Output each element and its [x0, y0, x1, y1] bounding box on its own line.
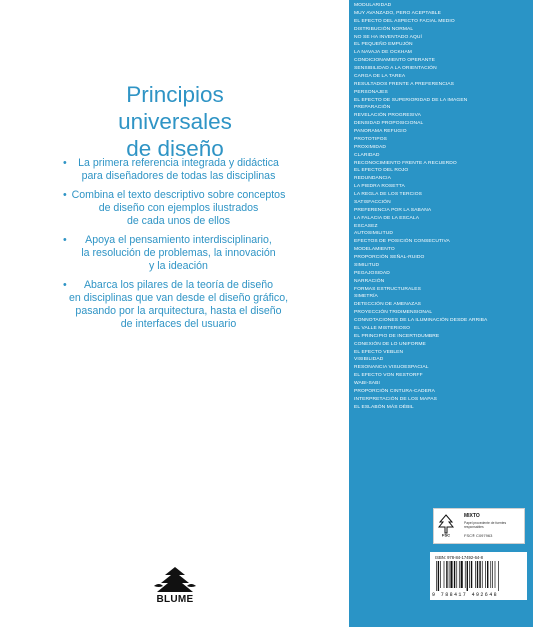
principles-panel [349, 0, 533, 627]
title-line: de diseño [126, 136, 224, 162]
principle-item: DETECCIÓN DE AMENAZAS [354, 302, 422, 308]
principle-item: CONNOTACIONES DE LA ILUMINACIÓN DESDE ARRIBA [354, 318, 488, 323]
principle-item: AUTOSIMILITUD [354, 231, 393, 237]
book-title [40, 81, 310, 162]
principle-item: REDUNDANCIA [354, 176, 391, 182]
principle-item: EL VALLE MISTERIOSO [354, 325, 410, 331]
barcode-bar [477, 561, 478, 588]
principles-list [354, 2, 529, 412]
barcode-box [430, 552, 527, 600]
bullet-line: de interfaces del usuario [120, 318, 237, 330]
fsc-code: FSC® C097963 [464, 533, 493, 538]
barcode-bar [438, 561, 439, 591]
principle-item: DISTRIBUCIÓN NORMAL [354, 26, 414, 32]
barcode-bar [492, 561, 493, 588]
feature-bullet [63, 234, 291, 273]
title-line: Principios [126, 82, 224, 108]
barcode-icon [435, 561, 523, 591]
barcode-bar [449, 561, 450, 588]
principle-item: EFECTOS DE POSICIÓN CONSECUTIVA [354, 239, 450, 245]
bullet-line: Abarca los pilares de la teoría de diseño [83, 279, 274, 291]
bullet-line: pasando por la arquitectura, hasta el diseño [75, 305, 282, 317]
bullet-line: de cada unos de ellos [126, 215, 231, 227]
publisher-name: BLUME [156, 594, 194, 605]
bullet-line: para diseñadores de todas las disciplinas [81, 170, 276, 182]
principle-item: MODULARIDAD [354, 3, 392, 8]
bullet-dot: • [63, 157, 67, 169]
principle-item: PERSONAJES [354, 89, 388, 95]
bullet-line: en disciplinas que van desde el diseño gráfico, [68, 292, 289, 304]
barcode-bar [444, 561, 445, 588]
principle-item: LA PIEDRA ROSETTA [354, 184, 405, 190]
principle-item: MODELAMIENTO [354, 247, 395, 253]
principle-item: SIMILITUD [354, 262, 380, 268]
fsc-text: Papel procedente de fuentes responsables [464, 521, 507, 529]
barcode-bar [498, 561, 499, 591]
barcode-bar [465, 561, 466, 588]
bullet-line: la resolución de problemas, la innovación [81, 247, 276, 259]
principle-item: PANORAMA REFUGIO [354, 129, 407, 134]
principle-item: CARGA DE LA TAREA [354, 73, 406, 79]
principle-item: CONDICIONAMIENTO OPERANTE [354, 58, 435, 64]
fsc-certification [433, 508, 525, 544]
principle-item: CONEXIÓN DE LO UNIFORME [354, 341, 426, 347]
bullet-line: Apoya el pensamiento interdisciplinario, [85, 234, 272, 246]
barcode-bar [461, 561, 463, 588]
principle-item: PROTOTIPOS [354, 136, 387, 142]
principle-item: RESULTADOS FRENTE A PREFERENCIAS [354, 81, 455, 87]
principle-item: MUY AVANZADO, PERO ACEPTABLE [354, 10, 441, 16]
svg-text:FSC: FSC [442, 532, 450, 537]
fsc-tree-icon [437, 513, 455, 537]
principle-item: PREPARACIÓN [354, 105, 391, 111]
isbn-text: ISBN: 978-84-17492-64-8 [435, 555, 483, 560]
principle-item: EL EFECTO DEL ASPECTO FACIAL MEDIO [354, 18, 455, 24]
principle-item: ESCASEZ [354, 223, 378, 229]
principle-item: NO SE HA INVENTADO AQUÍ [354, 34, 422, 40]
principle-item: CLARIDAD [354, 152, 380, 158]
principle-item: PROXIMIDAD [354, 144, 386, 150]
barcode-bar [467, 561, 468, 591]
barcode-bar [456, 561, 457, 588]
principle-item: FORMAS ESTRUCTURALES [354, 286, 421, 292]
principle-item: DENSIDAD PROPOSICIONAL [354, 121, 424, 127]
principle-item: NARRACIÓN [354, 278, 385, 284]
principle-item: EL ESLABÓN MÁS DÉBIL [354, 404, 414, 410]
principle-item: PREFERENCIA POR LA SABANA [354, 207, 432, 213]
principle-item: EL EFECTO DEL ROJO [354, 168, 409, 174]
principle-item: VISIBILIDAD [354, 357, 384, 363]
principle-item: LA REGLA DE LOS TERCIOS [354, 192, 422, 197]
barcode-bar [471, 561, 472, 588]
principle-item: REVELACIÓN PROGRESIVA [354, 113, 421, 119]
bullet-dot: • [63, 189, 67, 201]
principle-item: RESONANCIA VISUOESPACIAL [354, 365, 429, 371]
principle-item: EL EFECTO VEBLEN [354, 349, 404, 355]
bullet-line: de diseño con ejemplos ilustrados [98, 202, 259, 214]
bullet-line: La primera referencia integrada y didáctica [78, 157, 279, 169]
feature-bullet [63, 279, 291, 331]
principle-item: EL EFECTO VON RESTORFF [354, 373, 423, 379]
barcode-bar [459, 561, 460, 588]
principle-item: WABI-SABI [354, 381, 380, 386]
barcode-bar [485, 561, 486, 588]
barcode-bar [490, 561, 491, 588]
barcode-digits: 9 788417 492648 [432, 592, 499, 598]
barcode-bar [487, 561, 488, 588]
principle-item: EL EFECTO DE SUPERIORIDAD DE LA IMAGEN [354, 97, 468, 103]
principle-item: PROPORCIÓN CINTURA-CADERA [354, 388, 436, 394]
bullet-line: y la ideación [149, 260, 208, 272]
barcode-bar [482, 561, 483, 588]
title-line: universales [118, 109, 232, 135]
principle-item: LA FALACIA DE LA ESCALA [354, 215, 420, 221]
principle-item: SENSIBILIDAD A LA ORIENTACIÓN [354, 66, 437, 71]
barcode-bar [436, 561, 437, 591]
barcode-bar [495, 561, 496, 588]
principle-item: INTERPRETACIÓN DE LOS MAPAS [354, 396, 437, 402]
principle-item: RECONOCIMIENTO FRENTE A RECUERDO [354, 160, 457, 166]
feature-bullets [63, 157, 291, 337]
barcode-bar [454, 561, 455, 588]
barcode-bar [440, 561, 441, 588]
principle-item: EL PRINCIPIO DE INCERTIDUMBRE [354, 333, 440, 339]
barcode-bar [446, 561, 447, 588]
principle-item: SATISFACCIÓN [354, 199, 391, 205]
principle-item: PROPORCIÓN SEÑAL-RUIDO [354, 255, 425, 260]
feature-bullet [63, 189, 291, 228]
bullet-dot: • [63, 234, 67, 246]
barcode-bar [469, 561, 470, 588]
feature-bullet [63, 157, 291, 183]
barcode-bar [479, 561, 480, 588]
barcode-bar [475, 561, 476, 588]
bullet-dot: • [63, 279, 67, 291]
principle-item: LA NAVAJA DE OCKHAM [354, 50, 412, 56]
fsc-label: MIXTO [464, 513, 480, 519]
bullet-line: Combina el texto descriptivo sobre conceptos [71, 189, 286, 201]
principle-item: PEGAJOSIDAD [354, 270, 390, 276]
principle-item: SIMETRÍA [354, 294, 378, 300]
principle-item: EL PEQUEÑO EMPUJÓN [354, 42, 413, 48]
principle-item: PROYECCIÓN TRIDIMENSIONAL [354, 310, 433, 316]
barcode-bar [450, 561, 452, 588]
